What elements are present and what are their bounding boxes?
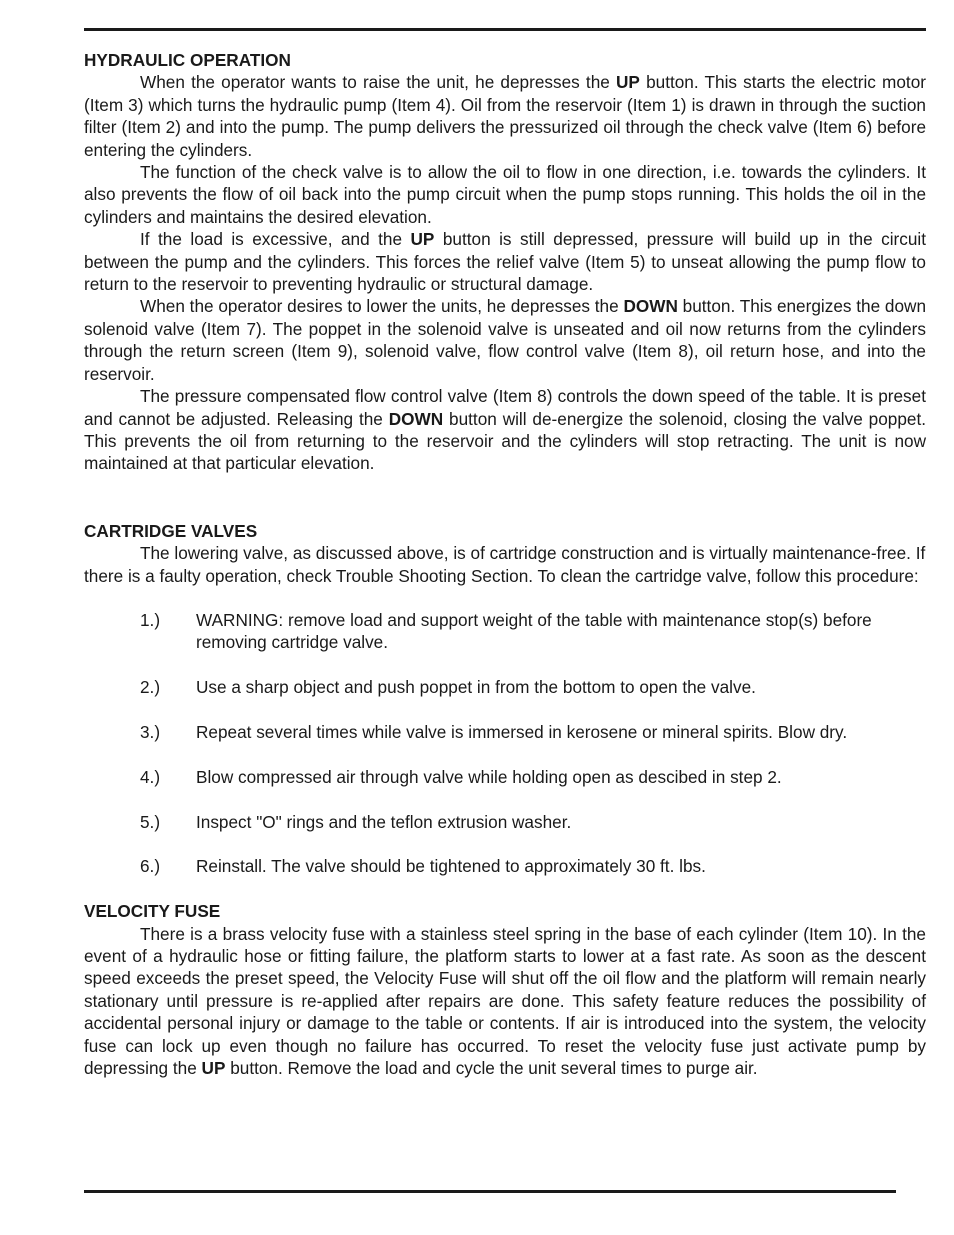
cartridge-steps-list	[84, 609, 926, 878]
list-item	[84, 766, 926, 788]
velocity-fuse-heading: VELOCITY FUSE	[84, 901, 221, 922]
hydraulic-paragraph-3: If the load is excessive, and the UP button is still depressed, pressure will build up in the circuit between the pump and the cylinders. This forces the relief valve (Item 5) to unseat allowing the pump flow to return to the reservoir to preventing hydraulic or structural damage.	[84, 229, 926, 295]
step-text: Inspect "O" rings and the teflon extrusion washer.	[196, 811, 572, 832]
velocity-fuse-section	[84, 900, 926, 1079]
list-item	[84, 721, 926, 743]
step-text: Blow compressed air through valve while holding open as descibed in step 2.	[196, 766, 782, 787]
cartridge-valves-section	[84, 520, 926, 878]
velocity-fuse-paragraph: There is a brass velocity fuse with a stainless steel spring in the base of each cylinder (Item 10). In the event of a hydraulic hose or fitting failure, the platform starts to lower at a fast rate. As soon as the descent speed exceeds the preset speed, the Velocity Fuse will shut off the oil flow and the platform will remain nearly stationary until pressure is re-applied after repairs are done. This safety feature reduces the possibility of accidental personal injury or damage to the table or contents. If air is introduced into the system, the velocity fuse can lock up even though no failure has occurred. To reset the velocity fuse just activate pump by depressing the UP button. Remove the load and cycle the unit several times to purge air.	[84, 923, 926, 1078]
step-text: WARNING: remove load and support weight of the table with maintenance stop(s) before removing cartridge valve.	[196, 609, 872, 653]
list-item	[84, 609, 926, 654]
step-number: 2.)	[140, 677, 161, 698]
step-number: 5.)	[140, 811, 161, 832]
list-item	[84, 676, 926, 698]
hydraulic-paragraph-4: When the operator desires to lower the units, he depresses the DOWN button. This energizes the down solenoid valve (Item 7). The poppet in the solenoid valve is unseated and oil now returns from the cylinders through the return screen (Item 9), solenoid valve, flow control valve (Item 8), oil return hose, and into the reservoir.	[84, 296, 927, 384]
list-item	[84, 855, 926, 877]
list-item	[84, 811, 926, 833]
hydraulic-paragraph-1: When the operator wants to raise the unit, he depresses the UP button. This starts the electric motor (Item 3) which turns the hydraulic pump (Item 4). Oil from the reservoir (Item 1) is drawn in through the suction filter (Item 2) and into the pump. The pump delivers the pressurized oil through the check valve (Item 6) before entering the cylinders.	[84, 72, 926, 160]
page-content	[84, 49, 926, 1079]
step-number: 3.)	[140, 721, 161, 742]
top-rule	[84, 28, 926, 31]
step-number: 1.)	[140, 609, 161, 630]
step-text: Repeat several times while valve is immersed in kerosene or mineral spirits. Blow dry.	[196, 721, 848, 742]
cartridge-valves-heading: CARTRIDGE VALVES	[84, 520, 258, 541]
bottom-rule	[84, 1190, 896, 1193]
step-number: 6.)	[140, 856, 161, 877]
step-text: Use a sharp object and push poppet in from the bottom to open the valve.	[196, 677, 756, 698]
section-spacer	[84, 475, 926, 520]
hydraulic-paragraph-2: The function of the check valve is to allow the oil to flow in one direction, i.e. towards the cylinders. It also prevents the flow of oil back into the pump circuit when the pump stops running. This holds the oil in the cylinders and maintains the desired elevation.	[84, 162, 926, 227]
hydraulic-operation-heading: HYDRAULIC OPERATION	[84, 50, 291, 70]
step-text: Reinstall. The valve should be tightened to approximately 30 ft. lbs.	[196, 856, 706, 877]
hydraulic-operation-section	[84, 49, 926, 475]
step-number: 4.)	[140, 766, 161, 787]
hydraulic-paragraph-5: The pressure compensated flow control valve (Item 8) controls the down speed of the table. It is preset and cannot be adjusted. Releasing the DOWN button will de-energize the solenoid, closing the valve poppet. This prevents the oil from returning to the reservoir and the cylinders will stop retracting. The unit is now maintained at that particular elevation.	[84, 386, 926, 474]
cartridge-intro-paragraph: The lowering valve, as discussed above, is of cartridge construction and is virtually maintenance-free. If there is a faulty operation, check Trouble Shooting Section. To clean the cartridge valve, follow this procedure:	[84, 543, 926, 586]
